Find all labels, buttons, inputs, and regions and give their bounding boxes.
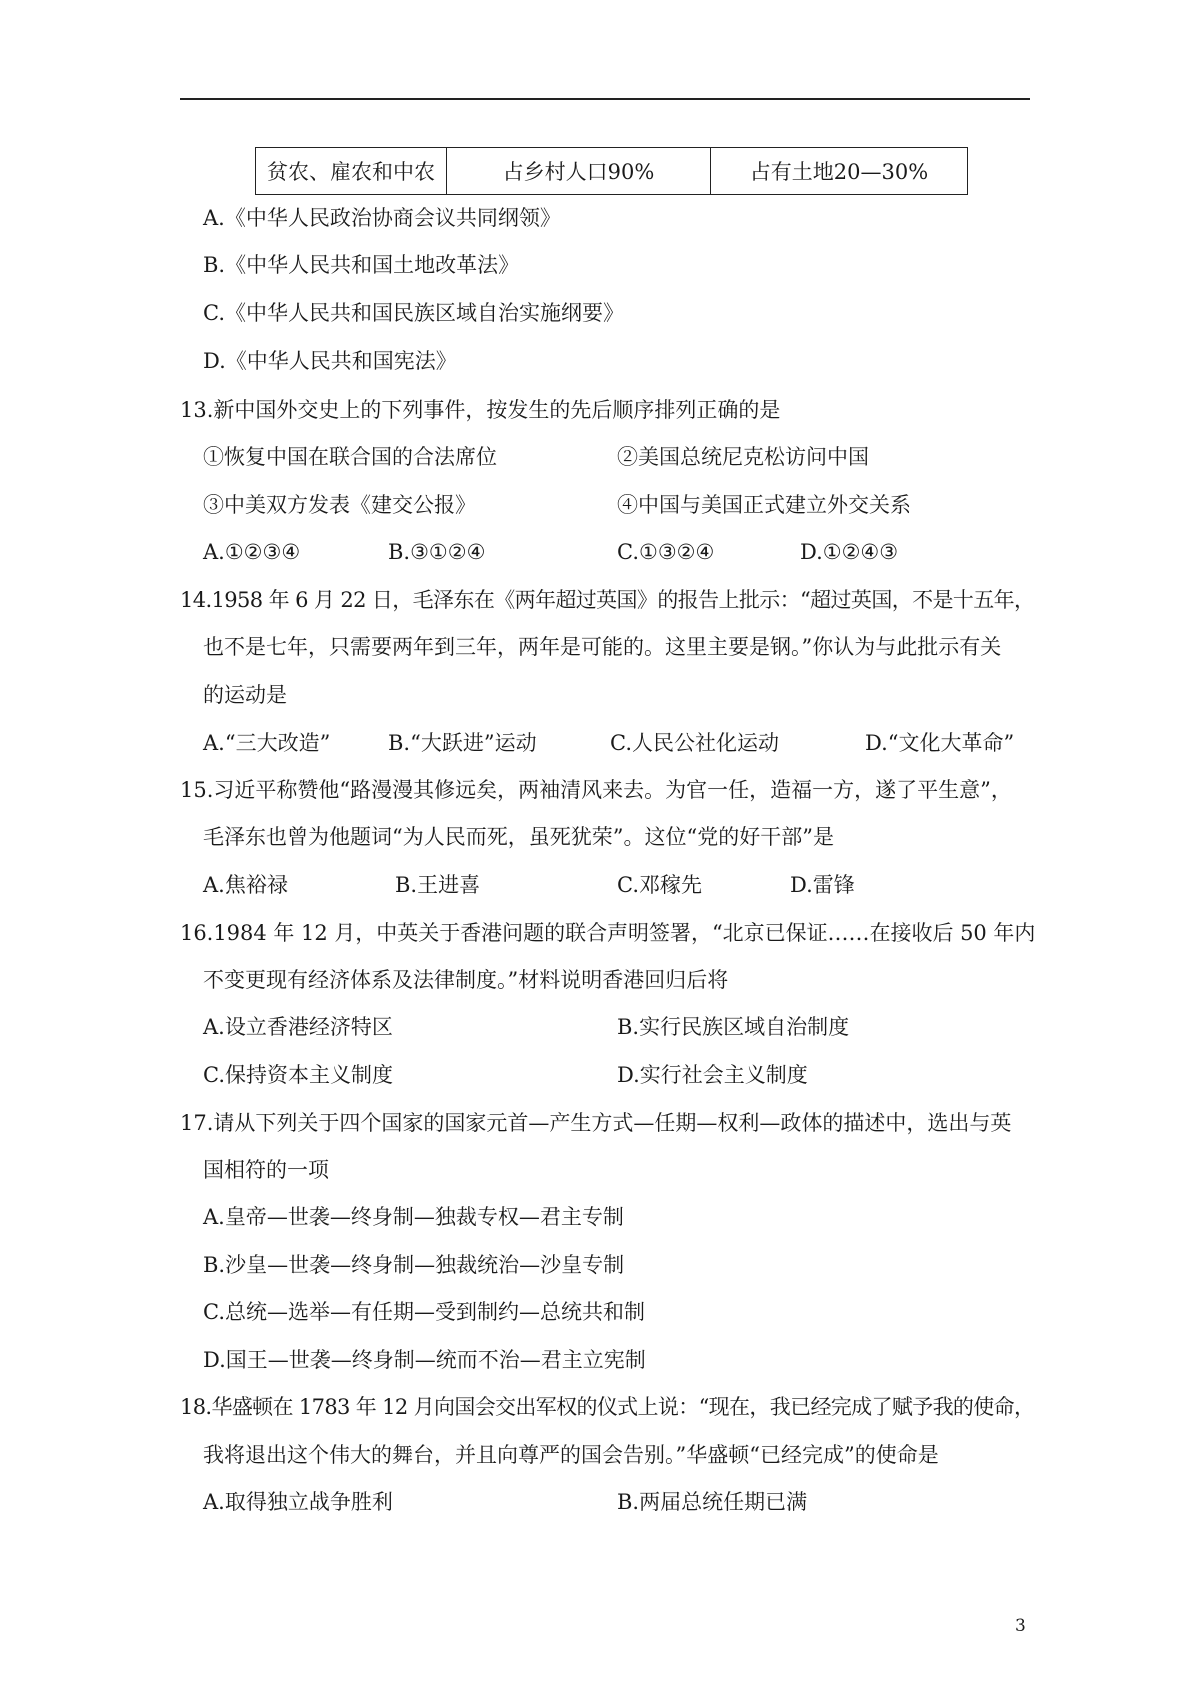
q14-stem-line-1: 14.1958 年 6 月 22 日，毛泽东在《两年超过英国》的报告上批示：“超过英国，不是十五年，	[180, 588, 1035, 612]
page-number: 3	[1015, 1616, 1026, 1636]
header-rule	[180, 98, 1030, 100]
q17-option-a: A.皇帝—世袭—终身制—独裁专权—君主专制	[203, 1205, 624, 1229]
q16-stem-line-1: 16.1984 年 12 月，中英关于香港问题的联合声明签署，“北京已保证……在接收后 50 年内	[180, 921, 1036, 945]
q18-option-b: B.两届总统任期已满	[617, 1490, 808, 1514]
q14-stem-line-2: 也不是七年，只需要两年到三年，两年是可能的。这里主要是钢。”你认为与此批示有关	[203, 635, 1002, 659]
q13-option-a: A.①②③④	[203, 540, 301, 564]
table-cell: 贫农、雇农和中农	[256, 148, 447, 195]
q16-stem-line-2: 不变更现有经济体系及法律制度。”材料说明香港回归后将	[203, 968, 729, 992]
q16-option-a: A.设立香港经济特区	[203, 1015, 393, 1039]
q12-option-c: C.《中华人民共和国民族区域自治实施纲要》	[203, 301, 624, 325]
q18-stem-line-1: 18.华盛顿在 1783 年 12 月向国会交出军权的仪式上说：“现在，我已经完成了赋予我的使命，	[180, 1395, 1035, 1419]
q14-stem-line-3: 的运动是	[203, 683, 287, 707]
q12-option-b: B.《中华人民共和国土地改革法》	[203, 253, 520, 277]
q17-option-b: B.沙皇—世袭—终身制—独裁统治—沙皇专制	[203, 1253, 625, 1277]
table-cell: 占乡村人口90%	[447, 148, 711, 195]
q13-option-d: D.①②④③	[800, 540, 899, 564]
q14-option-b: B.“大跃进”运动	[388, 731, 537, 755]
q13-item-2: ②美国总统尼克松访问中国	[617, 445, 869, 469]
q12-option-a: A.《中华人民政治协商会议共同纲领》	[203, 206, 561, 230]
q15-option-c: C.邓稼先	[617, 873, 702, 897]
q17-option-d: D.国王—世袭—终身制—统而不治—君主立宪制	[203, 1348, 646, 1372]
q17-stem-line-2: 国相符的一项	[203, 1158, 329, 1182]
q14-option-c: C.人民公社化运动	[610, 731, 779, 755]
q15-option-a: A.焦裕禄	[203, 873, 288, 897]
table-row	[256, 148, 968, 195]
q15-stem-line-2: 毛泽东也曾为他题词“为人民而死，虽死犹荣”。这位“党的好干部”是	[203, 825, 834, 849]
table-cell: 占有土地20—30%	[711, 148, 968, 195]
q13-option-b: B.③①②④	[388, 540, 486, 564]
q13-stem: 13.新中国外交史上的下列事件，按发生的先后顺序排列正确的是	[180, 398, 781, 422]
q16-option-d: D.实行社会主义制度	[617, 1063, 808, 1087]
q16-option-b: B.实行民族区域自治制度	[617, 1015, 850, 1039]
q13-item-4: ④中国与美国正式建立外交关系	[617, 493, 911, 517]
q15-option-b: B.王进喜	[395, 873, 481, 897]
q16-option-c: C.保持资本主义制度	[203, 1063, 393, 1087]
q15-option-d: D.雷锋	[790, 873, 855, 897]
q12-option-d: D.《中华人民共和国宪法》	[203, 349, 457, 373]
q18-stem-line-2: 我将退出这个伟大的舞台，并且向尊严的国会告别。”华盛顿“已经完成”的使命是	[203, 1443, 939, 1467]
q14-option-d: D.“文化大革命”	[865, 731, 1015, 755]
q13-item-1: ①恢复中国在联合国的合法席位	[203, 445, 497, 469]
q14-option-a: A.“三大改造”	[203, 731, 331, 755]
q17-option-c: C.总统—选举—有任期—受到制约—总统共和制	[203, 1300, 645, 1324]
q13-option-c: C.①③②④	[617, 540, 715, 564]
q13-item-3: ③中美双方发表《建交公报》	[203, 493, 476, 517]
q18-option-a: A.取得独立战争胜利	[203, 1490, 393, 1514]
q17-stem-line-1: 17.请从下列关于四个国家的国家元首—产生方式—任期—权利—政体的描述中，选出与英	[180, 1111, 1012, 1135]
land-table	[255, 147, 968, 195]
q15-stem-line-1: 15.习近平称赞他“路漫漫其修远矣，两袖清风来去。为官一任，造福一方，遂了平生意”，	[180, 778, 1012, 802]
